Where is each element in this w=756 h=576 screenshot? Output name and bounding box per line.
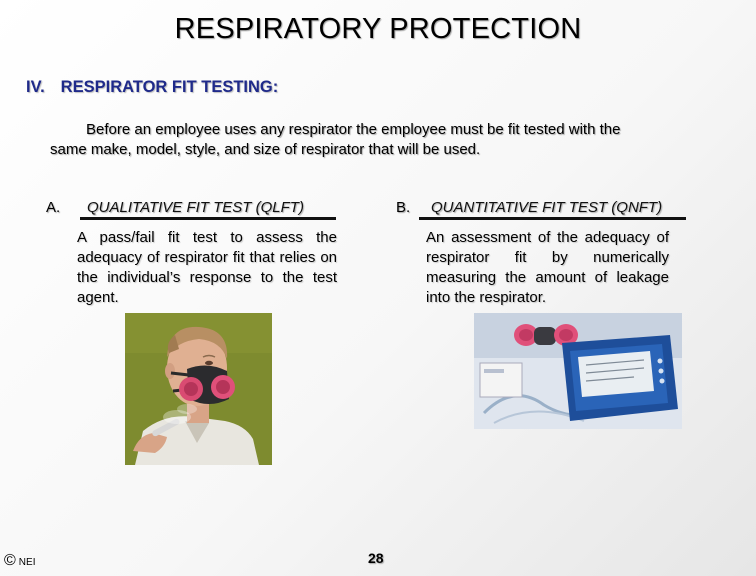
- qualitative-fit-test-photo: [125, 313, 272, 465]
- copyright-notice: [4, 552, 35, 570]
- page-number: 28: [368, 550, 384, 566]
- copyright-symbol: ©: [4, 552, 16, 569]
- item-marker-b: B.: [396, 199, 411, 216]
- section-heading-text: RESPIRATOR FIT TESTING:: [60, 78, 279, 96]
- intro-line-2: same make, model, style, and size of respirator that will be used.: [50, 141, 481, 158]
- qualitative-fit-test-illustration: [125, 313, 272, 465]
- item-marker-a: A.: [46, 199, 61, 216]
- quantitative-fit-test-illustration: [474, 313, 682, 429]
- qnft-description: An assessment of the adequacy of respirator fit by numerically measuring the amount of leakage into the respirator.: [426, 229, 669, 306]
- page-title: RESPIRATORY PROTECTION: [174, 13, 582, 45]
- quantitative-fit-test-photo: [474, 313, 682, 429]
- intro-line-1: Before an employee uses any respirator the employee must be fit tested with the: [86, 121, 621, 138]
- section-number: IV.: [26, 78, 45, 96]
- section-heading: [26, 78, 278, 97]
- intro-paragraph: [50, 120, 710, 160]
- qnft-heading: QUANTITATIVE FIT TEST (QNFT): [419, 199, 686, 220]
- qlft-description: A pass/fail fit test to assess the adequacy of respirator fit that relies on the individual’s response to the test agent.: [77, 229, 337, 306]
- qlft-heading: QUALITATIVE FIT TEST (QLFT): [80, 199, 336, 220]
- copyright-organization: NEI: [18, 557, 36, 568]
